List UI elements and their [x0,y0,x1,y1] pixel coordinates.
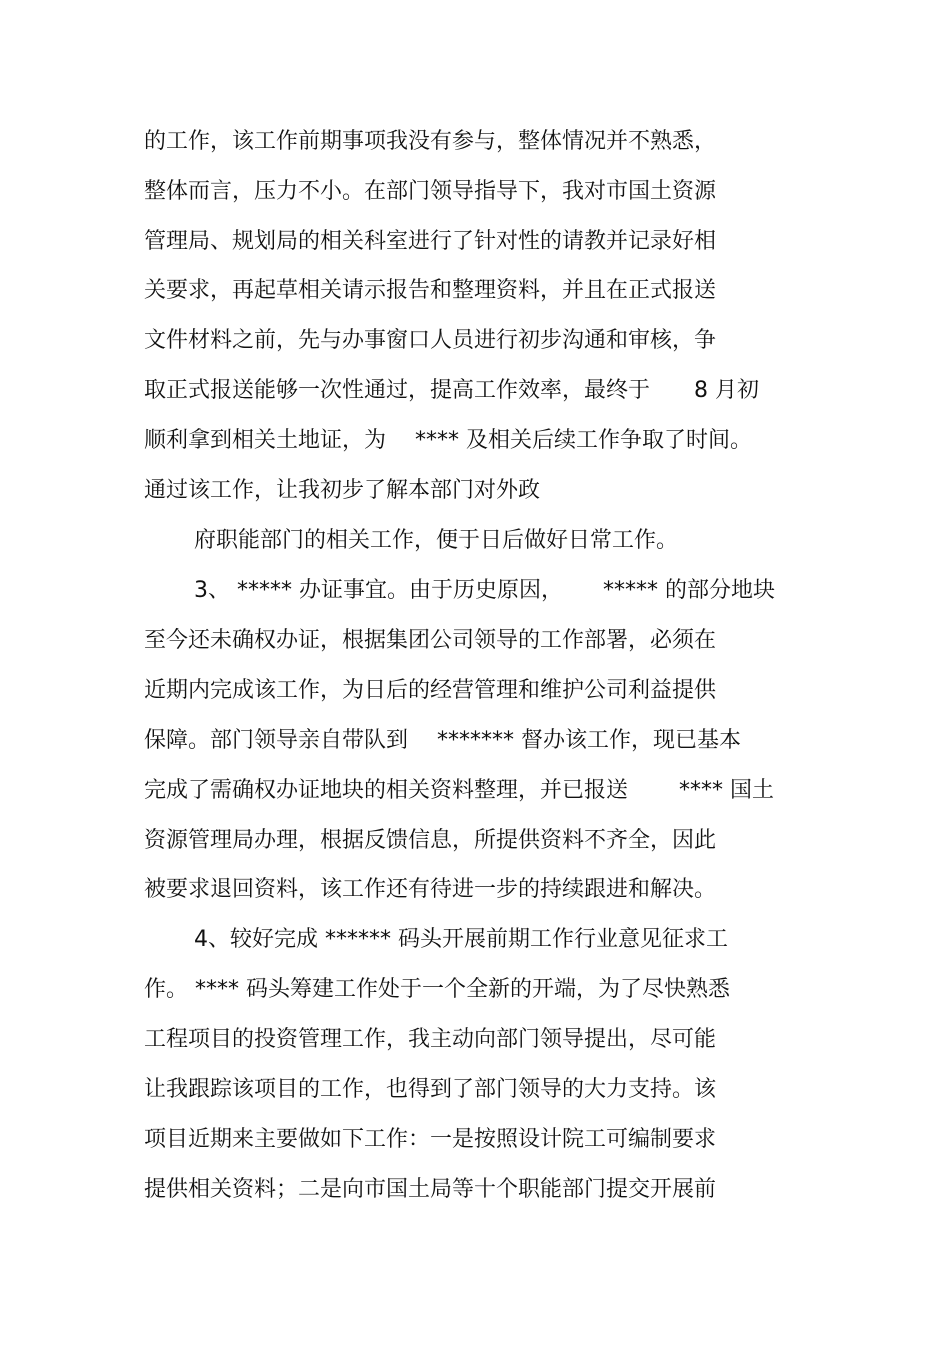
section-4-heading-line: 4、较好完成 ****** 码头开展前期工作行业意见征求工 [194,927,728,952]
text-line: 项目近期来主要做如下工作：一是按照设计院工可编制要求 [144,1127,717,1152]
text-line: 提供相关资料；二是向市国土局等十个职能部门提交开展前 [144,1177,717,1202]
text-line: 作。 **** 码头筹建工作处于一个全新的开端，为了尽快熟悉 [144,977,730,1002]
text-line: 的工作，该工作前期事项我没有参与，整体情况并不熟悉， [144,129,717,154]
text-line: 工程项目的投资管理工作，我主动向部门领导提出，尽可能 [144,1027,717,1052]
text-line: 府职能部门的相关工作，便于日后做好日常工作。 [194,528,679,553]
text-line: 顺利拿到相关土地证，为 **** 及相关后续工作争取了时间。 [144,428,752,453]
text-line: 文件材料之前，先与办事窗口人员进行初步沟通和审核，争 [144,328,717,353]
text-line: 完成了需确权办证地块的相关资料整理，并已报送 **** 国土 [144,778,774,803]
text-line: 近期内完成该工作，为日后的经营管理和维护公司利益提供 [144,678,717,703]
text-line: 取正式报送能够一次性通过，提高工作效率，最终于 8 月初 [144,378,759,403]
text-line: 保障。部门领导亲自带队到 ******* 督办该工作，现已基本 [144,728,741,753]
text-line: 资源管理局办理，根据反馈信息，所提供资料不齐全，因此 [144,828,717,853]
text-line: 通过该工作，让我初步了解本部门对外政 [144,478,541,503]
text-line: 管理局、规划局的相关科室进行了针对性的请教并记录好相 [144,229,717,254]
text-line: 整体而言，压力不小。在部门领导指导下，我对市国土资源 [144,179,717,204]
text-line: 让我跟踪该项目的工作，也得到了部门领导的大力支持。该 [144,1077,717,1102]
text-line: 被要求退回资料，该工作还有待进一步的持续跟进和解决。 [144,877,717,902]
section-3-heading-line: 3、 ***** 办证事宜。由于历史原因， ***** 的部分地块 [194,578,775,603]
text-line: 关要求，再起草相关请示报告和整理资料，并且在正式报送 [144,278,717,303]
text-line: 至今还未确权办证，根据集团公司领导的工作部署，必须在 [144,628,717,653]
